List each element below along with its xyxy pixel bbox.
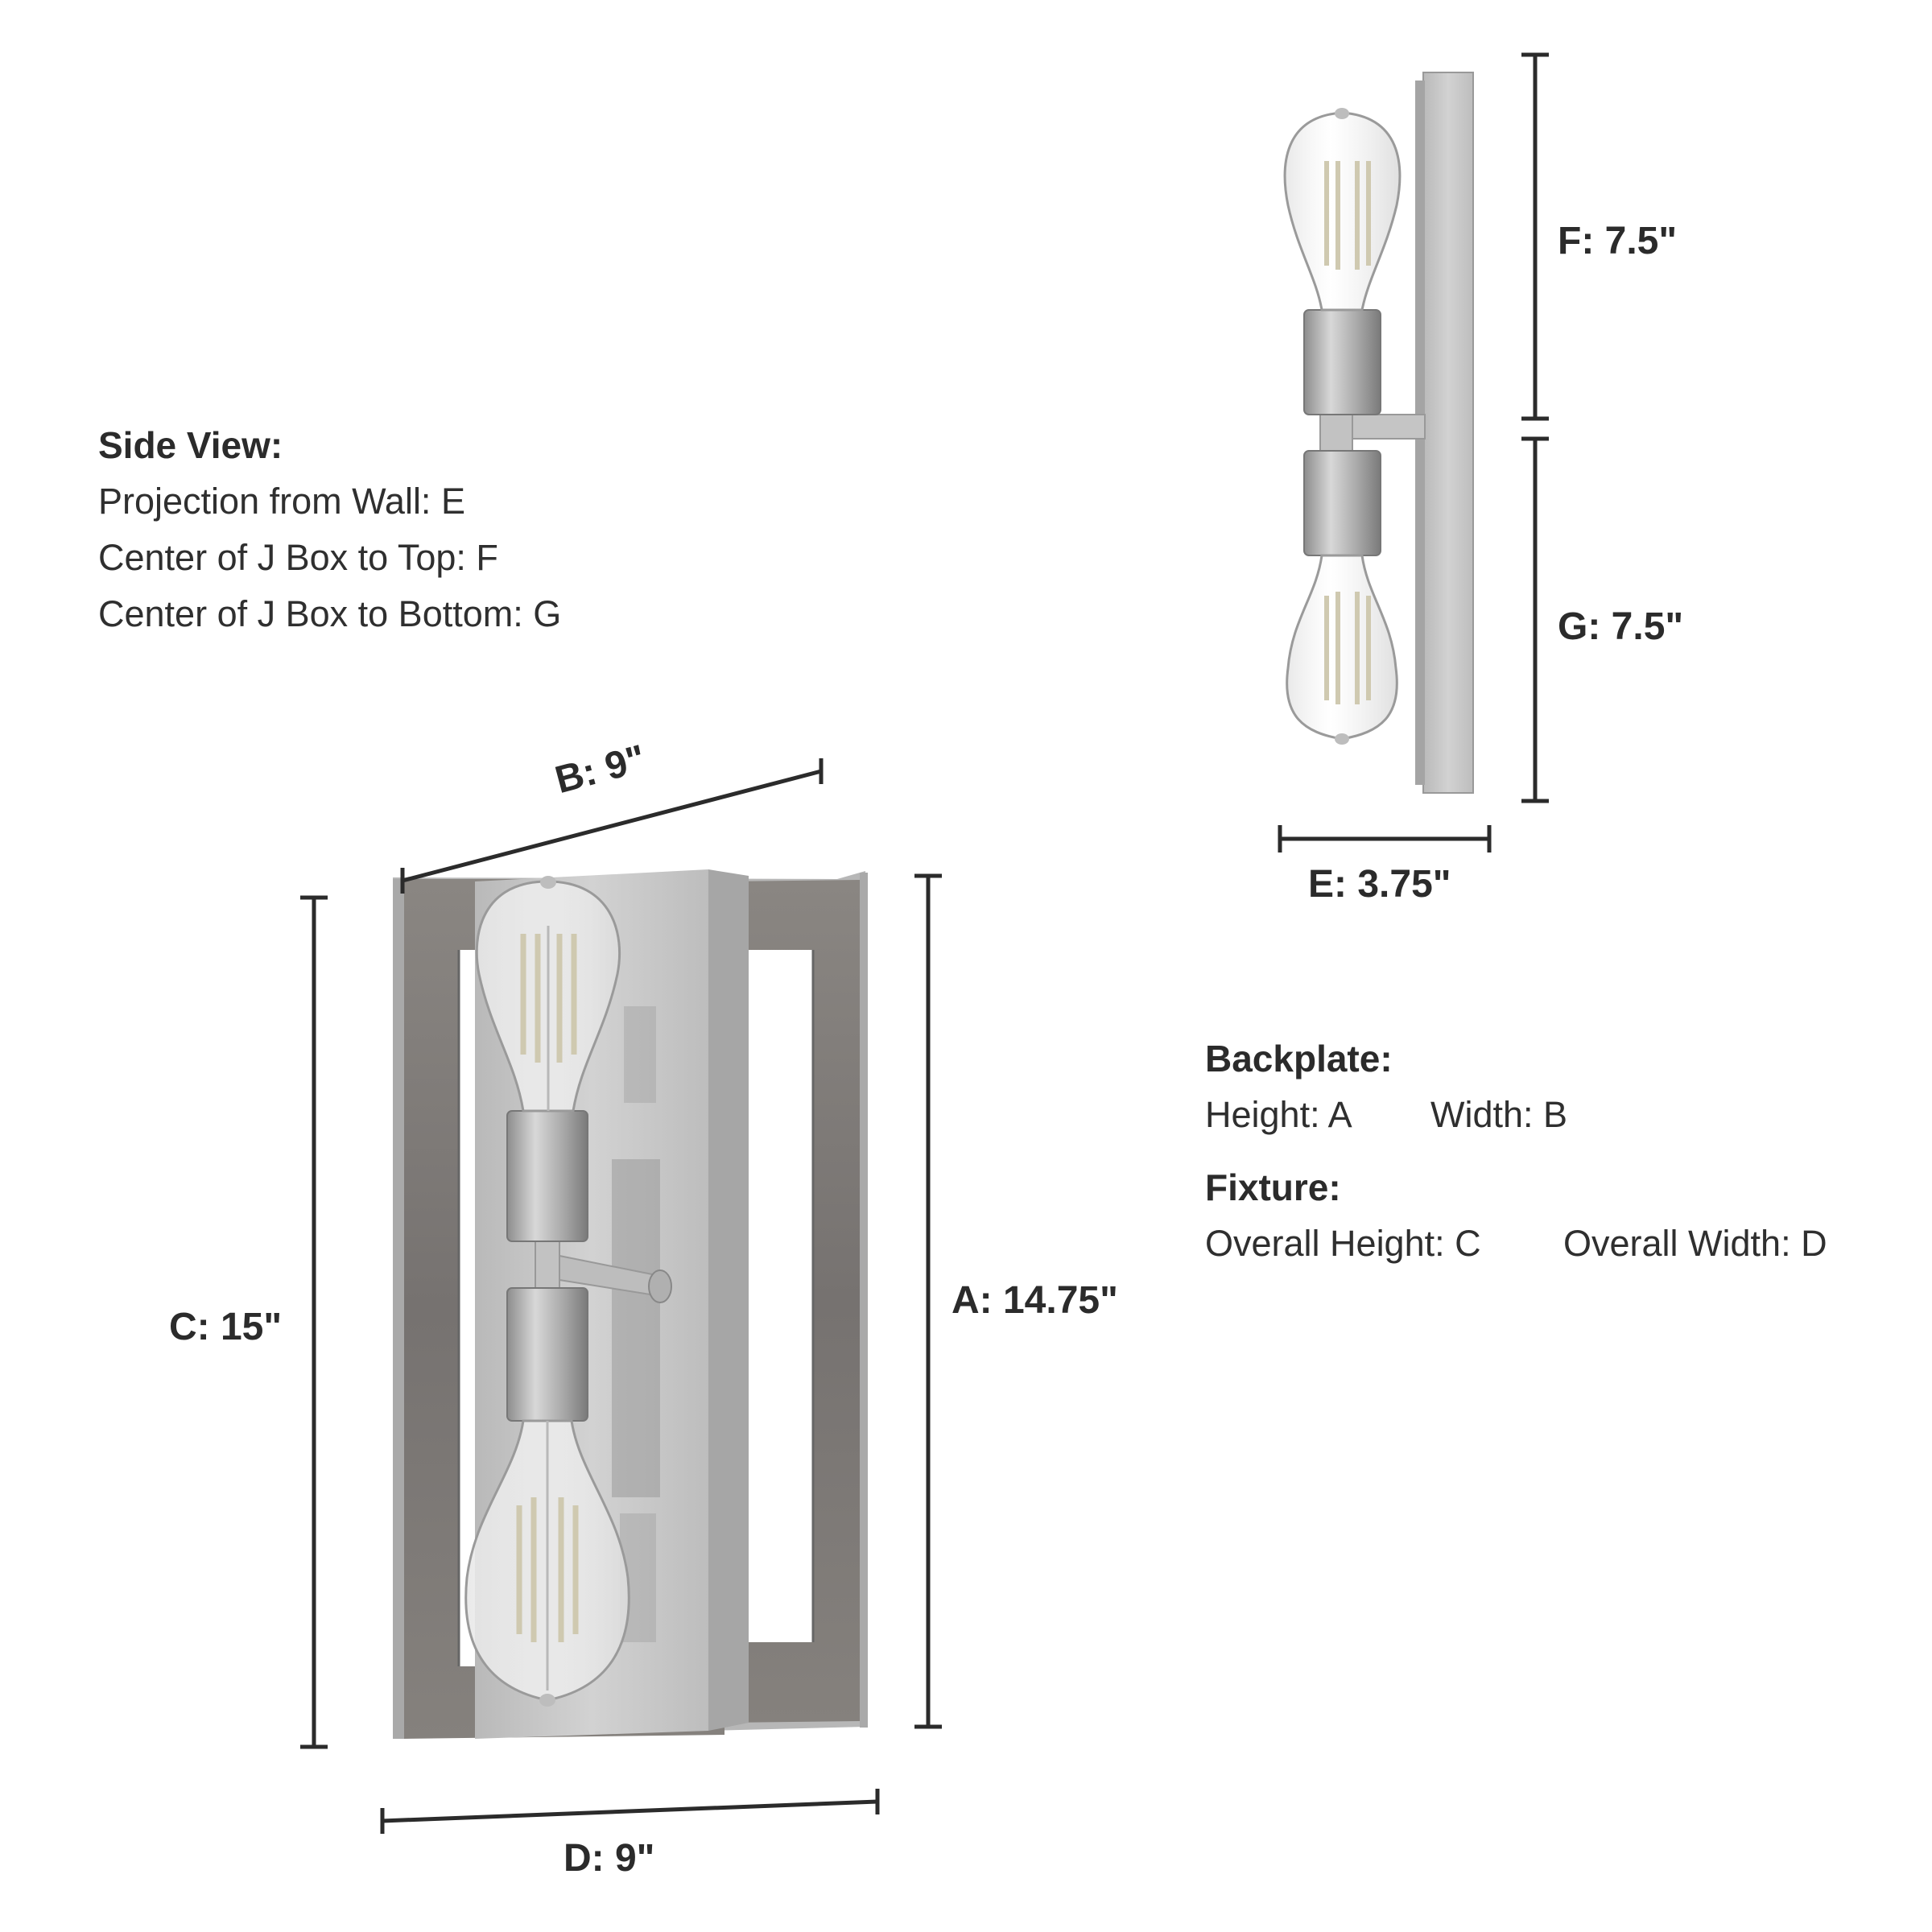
dim-label-f: F: 7.5" <box>1558 220 1678 262</box>
backplate-heading: Backplate: <box>1205 1038 1393 1080</box>
fixture-overall-height: Overall Height: C <box>1205 1223 1481 1264</box>
side-view-line-g: Center of J Box to Bottom: G <box>98 593 562 634</box>
dim-line-d <box>382 1802 877 1821</box>
front-view <box>393 869 868 1739</box>
side-view-line-e: Projection from Wall: E <box>98 481 465 522</box>
side-lower-socket <box>1304 451 1381 555</box>
dim-label-d: D: 9" <box>564 1837 655 1880</box>
lower-socket <box>507 1288 588 1421</box>
upper-socket <box>507 1111 588 1241</box>
side-arm <box>1348 415 1425 439</box>
dim-label-g: G: 7.5" <box>1558 605 1684 648</box>
side-view <box>1285 72 1473 793</box>
dim-label-b: B: 9" <box>551 737 650 803</box>
fixture-overall-width: Overall Width: D <box>1563 1223 1827 1264</box>
dim-label-c: C: 15" <box>169 1306 283 1348</box>
side-upper-socket <box>1304 310 1381 415</box>
backplate-height: Height: A <box>1205 1094 1352 1135</box>
fixture-heading: Fixture: <box>1205 1166 1341 1208</box>
side-lower-bulb <box>1287 555 1397 745</box>
side-view-line-f: Center of J Box to Top: F <box>98 537 498 578</box>
side-upper-bulb <box>1285 108 1400 310</box>
side-view-heading: Side View: <box>98 424 283 466</box>
backplate-width: Width: B <box>1430 1094 1568 1135</box>
dim-label-a: A: 14.75" <box>952 1279 1118 1322</box>
side-backplate <box>1423 72 1473 793</box>
dim-label-e: E: 3.75" <box>1308 863 1451 906</box>
